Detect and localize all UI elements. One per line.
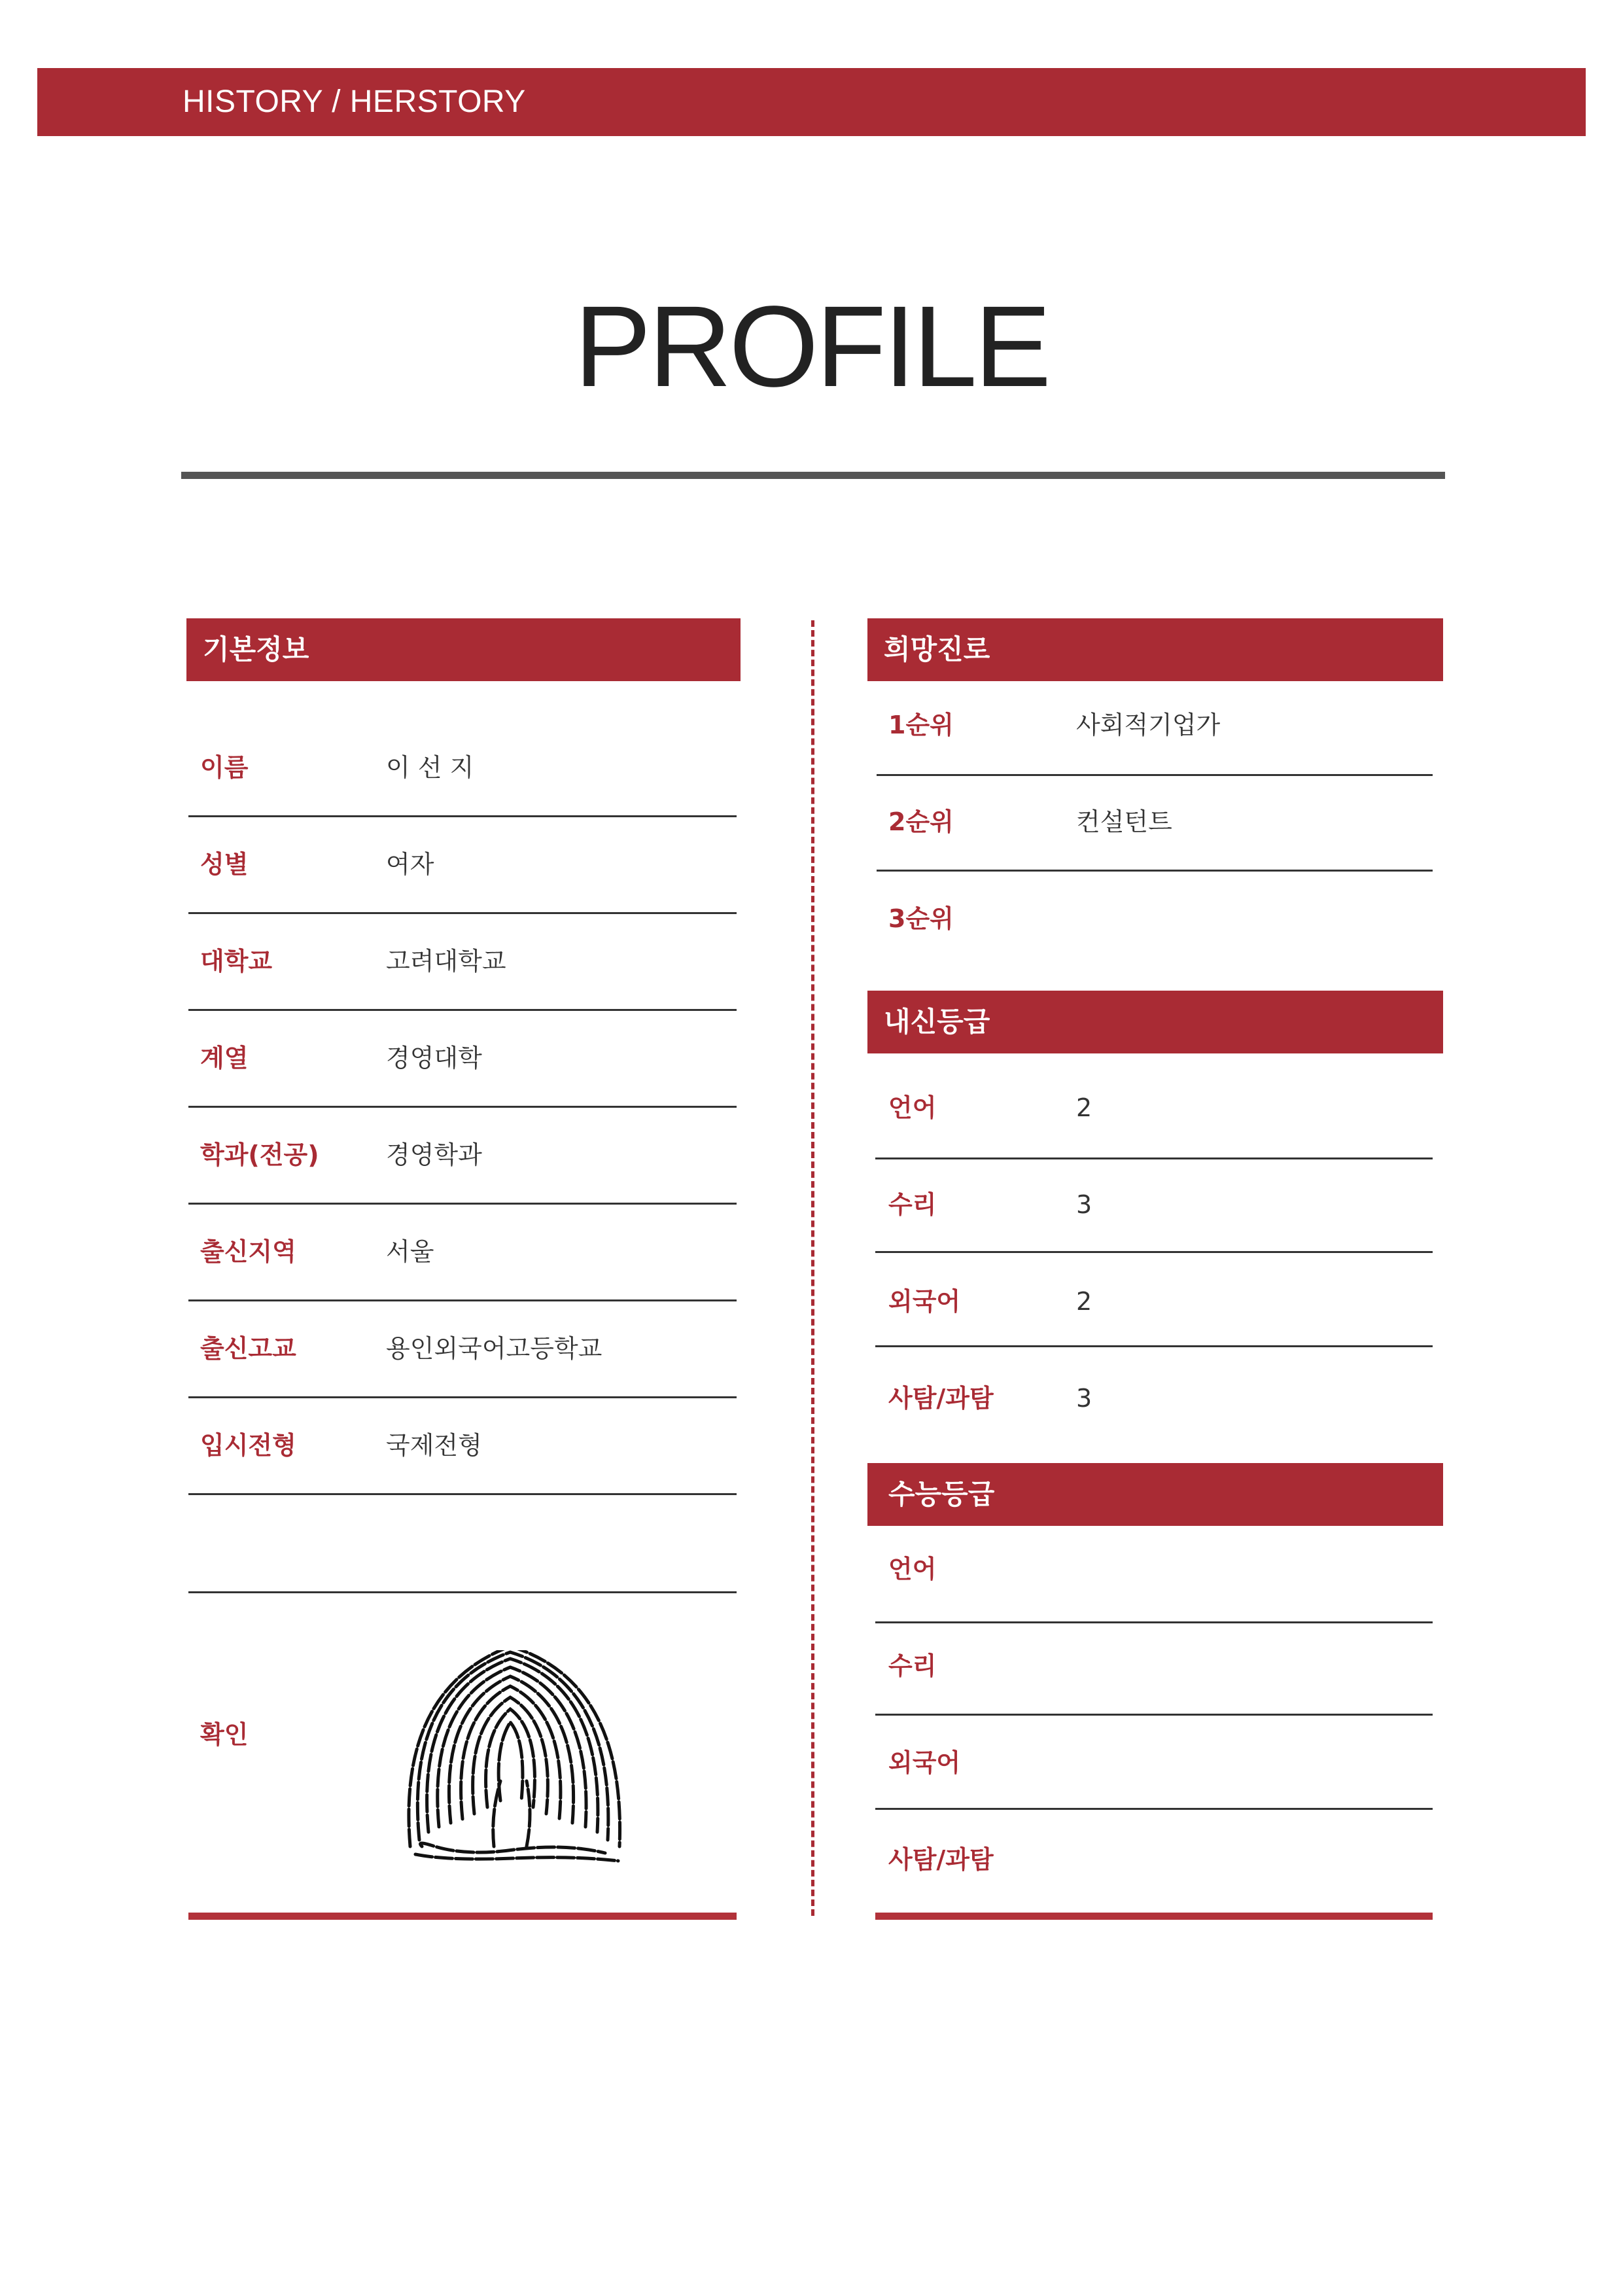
high-school-value: 용인외국어고등학교 [386,1334,602,1363]
career-2nd-value: 컨설턴트 [1076,807,1172,836]
page-title: PROFILE [574,283,1049,411]
college-label: 계열 [200,1044,249,1072]
school-social-science-value: 3 [1076,1384,1092,1413]
row-divider [188,1106,737,1108]
admission-type-value: 국제전형 [386,1431,482,1460]
row-divider [188,1591,737,1593]
row-divider [188,1299,737,1301]
career-header [867,618,1443,681]
career-title: 희망진로 [884,633,990,665]
basic-info-header [186,618,741,681]
school-foreign-language-value: 2 [1076,1287,1092,1316]
right-column-bottom-rule [875,1913,1433,1920]
school-math-value: 3 [1076,1190,1092,1219]
csat-grades-header [867,1463,1443,1526]
row-divider [188,1396,737,1398]
career-1st-label: 1순위 [888,711,954,739]
row-divider [875,1808,1433,1810]
row-divider [875,1714,1433,1716]
basic-info-title: 기본정보 [203,633,309,665]
basic-info-bottom-rule [188,1913,737,1920]
school-language-value: 2 [1076,1093,1092,1122]
admission-type-label: 입시전형 [200,1431,296,1460]
csat-language-label: 언어 [888,1555,937,1583]
major-value: 경영학과 [386,1140,482,1169]
career-2nd-label: 2순위 [888,807,954,836]
career-3rd-label: 3순위 [888,904,954,933]
career-1st-value: 사회적기업가 [1076,711,1221,739]
gender-label: 성별 [200,850,249,879]
fingerprint-icon [396,1650,631,1863]
row-divider [877,870,1433,872]
row-divider [188,1203,737,1205]
college-value: 경영대학 [386,1044,482,1072]
row-divider [875,1345,1433,1347]
row-divider [875,1621,1433,1623]
name-label: 이름 [200,753,249,782]
row-divider [875,1157,1433,1159]
university-label: 대학교 [200,947,273,976]
row-divider [875,1251,1433,1253]
name-value: 이 선 지 [386,753,474,782]
hometown-value: 서울 [386,1237,434,1266]
school-social-science-label: 사탐/과탐 [888,1384,994,1413]
hometown-label: 출신지역 [200,1237,296,1266]
csat-grades-title: 수능등급 [888,1478,995,1510]
row-divider [188,1009,737,1011]
row-divider [188,912,737,914]
confirm-label: 확인 [200,1720,249,1749]
title-divider [181,472,1445,479]
column-divider [811,620,814,1916]
brand-label: HISTORY / HERSTORY [183,84,526,119]
school-language-label: 언어 [888,1093,937,1122]
school-grades-header [867,991,1443,1053]
row-divider [188,1493,737,1495]
csat-foreign-language-label: 외국어 [888,1748,961,1777]
row-divider [188,815,737,817]
csat-social-science-label: 사탐/과탐 [888,1845,994,1874]
school-foreign-language-label: 외국어 [888,1287,961,1316]
gender-value: 여자 [386,850,434,879]
major-label: 학과(전공) [200,1140,319,1169]
top-banner [37,68,1586,136]
school-grades-title: 내신등급 [884,1006,990,1038]
row-divider [877,774,1433,776]
university-value: 고려대학교 [386,947,506,976]
high-school-label: 출신고교 [200,1334,296,1363]
school-math-label: 수리 [888,1190,937,1219]
csat-math-label: 수리 [888,1651,937,1680]
